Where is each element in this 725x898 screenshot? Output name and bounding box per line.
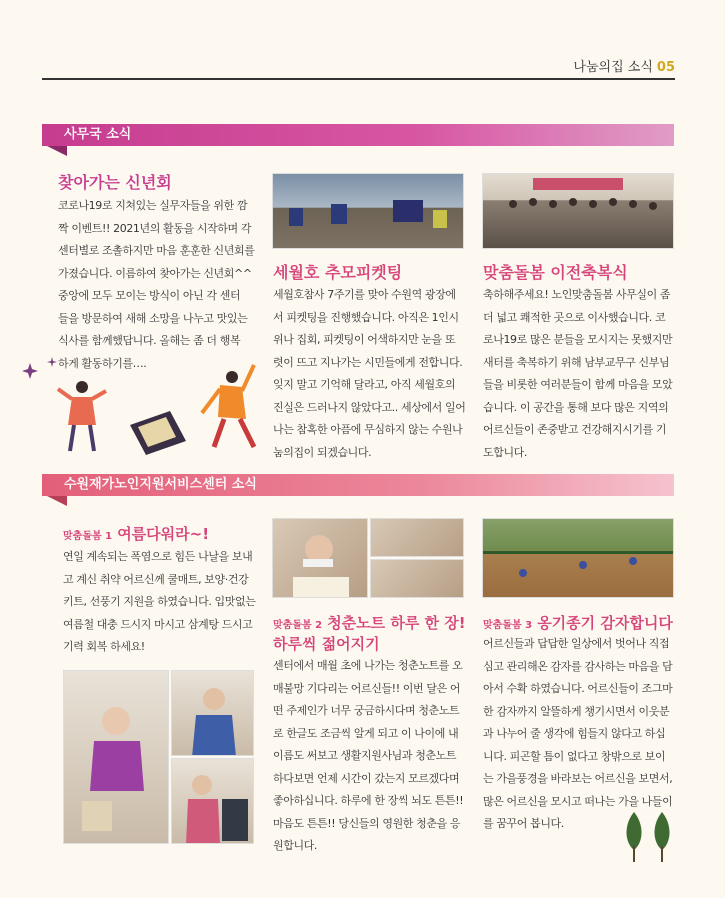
article-title: 청춘노트 하루 한 장! xyxy=(327,614,466,632)
article-title: 여름다워라~! xyxy=(117,525,210,543)
article-body: 센터에서 매월 초에 나가는 청춘노트를 오 매불망 기다리는 어르신들!! 이번 달은 어 떤 주제인가 너무 궁금하시다며 청춘노트 로 한글도 조금씩 알게 되고 이 나이에 내 이름도 써보고 생활지원사님과 청춘노트 하다보면 언제 시간이 갔는지 모르겠다며 좋아하십니다. 하루에 한 장씩 뇌도 튼튼!! 마음도 튼튼!! 당신들의 영원한 청춘을 응 원합니다. xyxy=(273,659,464,852)
article-body: 세월호참사 7주기를 맞아 수원역 광장에 서 피켓팅을 진행했습니다. 아직은 1인시 위나 집회, 피켓팅이 어색하지만 눈을 또 렷이 뜨고 지나가는 시민들에게 전합니다. 잊지 말고 기억해 달라고, 아직 세월호의 진실은 드러나지 않았다고.. 세상에서 일어 나는 참혹한 아픔에 무심하지 않는 수원나 눔의집이 되겠습니다. xyxy=(273,288,466,459)
article-body: 코로나19로 지쳐있는 실무자들을 위한 깜 짝 이벤트!! 2021년의 활동을 시작하며 각 센터별로 조촐하지만 마음 훈훈한 신년회를 가졌습니다. 이름하여 찾아가는 신년회^^ 중앙에 모두 모이는 방식이 아닌 각 센터 들을 방문하여 새해 소망을 나누고 맛있는 식사를 함께했답니다. 올해는 좀 더 행복 하게 활동하기를…. xyxy=(58,199,255,370)
tree-icon xyxy=(620,808,680,864)
sparkle-icon xyxy=(22,357,57,379)
article-title: 찾아가는 신년회 xyxy=(58,173,172,192)
fan-delivery-photo xyxy=(171,758,254,844)
article-tag: 맞춤돌봄 1 xyxy=(63,531,113,542)
section-name: 나눔의집 소식 xyxy=(573,60,653,75)
blessing-ceremony-photo xyxy=(482,173,674,249)
youth-note-photo xyxy=(272,518,368,598)
tablet-icon xyxy=(130,411,186,455)
article-heading xyxy=(63,523,209,544)
note-writing-photo xyxy=(370,559,464,598)
dancing-woman-icon xyxy=(58,381,106,451)
article-body: 어르신들과 답답한 일상에서 벗어나 직접 심고 관리해온 감자를 감사하는 마음을 담 아서 수확 하였습니다. 어르신들이 조그마 한 감자까지 알뜰하게 챙기시면서 이웃분 과 나누어 줄 생각에 힘들지 않다고 하십 니다. 피곤할 틈이 없다고 창밖으로 보이 는 가을풍경을 바라보는 어르신을 보면서, 많은 어르신을 모시고 떠나는 가을 나들이 를 꿈꾸어 봅니다. xyxy=(483,637,673,830)
new-year-party-illustration xyxy=(20,355,270,465)
page-header xyxy=(573,56,675,75)
summer-support-photo xyxy=(63,670,169,844)
page-number: 05 xyxy=(656,60,675,75)
note-page-photo xyxy=(370,518,464,557)
article-heading xyxy=(273,612,466,633)
center-news-band: 수원재가노인지원서비스센터 소식 xyxy=(42,474,674,496)
article-subtitle: 하루씩 젊어지기 xyxy=(273,635,380,653)
dancing-man-icon xyxy=(202,365,254,447)
picketing-photo xyxy=(272,173,464,249)
article-title: 옹기종기 감자합니다 xyxy=(537,614,673,632)
article-body: 연일 계속되는 폭염으로 힘든 나날을 보내 고 계신 취약 어르신께 쿨매트, 보양·건강 키트, 선풍기 지원을 하였습니다. 입맛없는 여름철 대충 드시지 마시고 삼계탕 드시고 기력 회복 하세요! xyxy=(63,550,256,653)
article-tag: 맞춤돌봄 2 xyxy=(273,620,323,631)
band-fold xyxy=(47,496,67,506)
elder-photo xyxy=(171,670,254,756)
article-body: 축하해주세요! 노인맞춤돌봄 사무실이 좀 더 넓고 쾌적한 곳으로 이사했습니다. 코 로나19로 많은 분들을 모시지는 못했지만 새터를 축복하기 위해 남부교무구 신부님 들을 비롯한 여러분들이 함께 마음을 모았 습니다. 이 공간을 통해 보다 많은 지역의 어르신들이 존중받고 건강해지시기를 기 도합니다. xyxy=(483,288,673,459)
band-fold xyxy=(47,146,67,156)
article-tag: 맞춤돌봄 3 xyxy=(483,620,533,631)
article-heading xyxy=(483,612,673,633)
article-title: 세월호 추모피켓팅 xyxy=(273,263,403,282)
office-news-band: 사무국 소식 xyxy=(42,124,674,146)
header-rule xyxy=(42,78,675,80)
potato-harvest-photo xyxy=(482,518,674,598)
article-title: 맞춤돌봄 이전축복식 xyxy=(483,263,628,282)
